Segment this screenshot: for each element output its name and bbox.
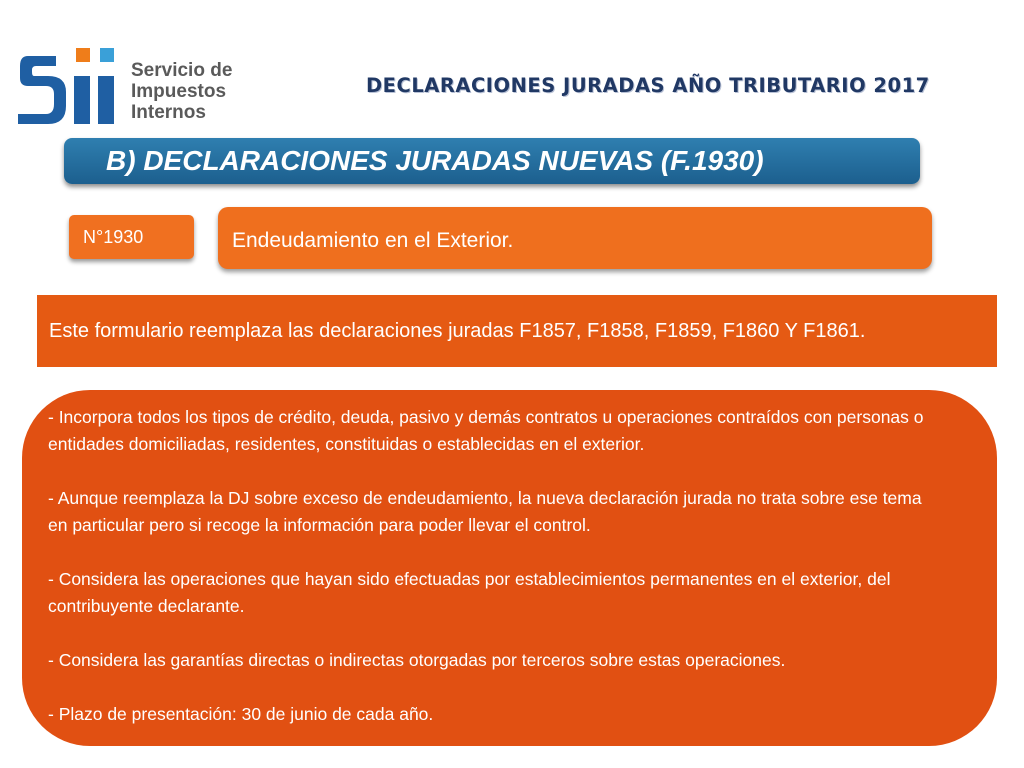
logo-wordmark [131, 60, 232, 123]
detail-item: - Aunque reemplaza la DJ sobre exceso de endeudamiento, la nueva declaración jurada no trata sobre ese tema en particular pero si recoge la información para poder llevar el control. [48, 488, 922, 535]
logo-line-3: Internos [131, 102, 206, 123]
detail-item: - Considera las garantías directas o indirectas otorgadas por terceros sobre estas operaciones. [48, 650, 786, 670]
section-title-bar: B) DECLARACIONES JURADAS NUEVAS (F.1930) [64, 138, 920, 184]
details-panel [22, 390, 997, 746]
detail-item: - Plazo de presentación: 30 de junio de cada año. [48, 704, 434, 724]
detail-item: - Incorpora todos los tipos de crédito, deuda, pasivo y demás contratos u operaciones contraídos con personas o entidades domiciliadas, residentes, constituidas o establecidas en el exterior. [48, 407, 924, 454]
replaces-notice: Este formulario reemplaza las declaraciones juradas F1857, F1858, F1859, F1860 Y F1861. [37, 295, 997, 367]
detail-item: - Considera las operaciones que hayan sido efectuadas por establecimientos permanentes en el exterior, del contribuyente declarante. [48, 569, 891, 616]
form-code-badge: N°1930 [69, 215, 194, 259]
form-name-box: Endeudamiento en el Exterior. [218, 207, 932, 269]
logo-line-1: Servicio de [131, 60, 233, 81]
sii-logo-mark [16, 42, 126, 128]
sii-logo [16, 42, 256, 128]
page-header-title: DECLARACIONES JURADAS AÑO TRIBUTARIO 2017 [366, 74, 930, 97]
logo-line-2: Impuestos [131, 81, 227, 102]
